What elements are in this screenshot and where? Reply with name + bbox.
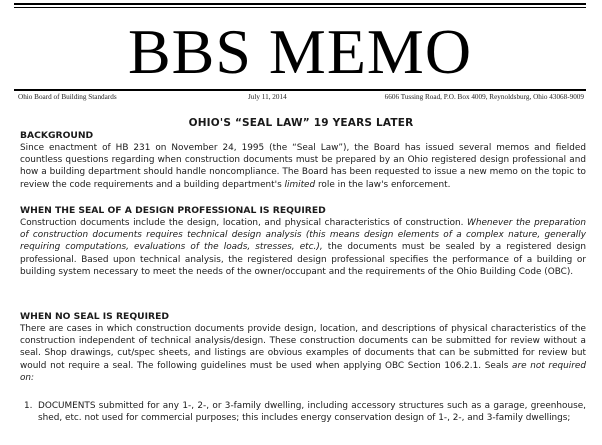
section-paragraph: [20, 217, 586, 278]
paragraph-text: the documents must be sealed by a registered design professional. Based upon technical analysis, the registered design professional specifies the performance of a building or building system necessary to meet the needs of the owner/occupant and the requirements of the Ohio Building Code (OBC).: [20, 242, 586, 277]
section-no-seal-required: [20, 311, 586, 384]
section-heading: WHEN THE SEAL OF A DESIGN PROFESSIONAL IS REQUIRED: [20, 205, 326, 216]
organization-address: 6606 Tussing Road, P.O. Box 4009, Reynoldsburg, Ohio 43068-9009: [384, 93, 584, 101]
header-top-rule: [14, 3, 586, 5]
memo-header: [14, 3, 586, 91]
section-paragraph: [20, 142, 586, 191]
paragraph-emphasis: Whenever the preparation of construction documents requires technical design analysis (this means design elements of a complex nature, generally requiring computations, evaluations of the loads, stresses, etc.),: [20, 218, 586, 253]
organization-name: Ohio Board of Building Standards: [18, 93, 117, 101]
header-second-rule: [14, 7, 586, 8]
header-meta-line: [18, 93, 584, 105]
section-background: [20, 130, 586, 191]
paragraph-text: Construction documents include the design, location, and physical characteristics of construction.: [20, 218, 468, 228]
memo-date: July 11, 2014: [248, 93, 287, 101]
section-heading: WHEN NO SEAL IS REQUIRED: [20, 311, 169, 322]
paragraph-emphasis: limited: [284, 179, 316, 190]
section-paragraph: [20, 323, 586, 384]
paragraph-emphasis: are not required on:: [20, 360, 586, 383]
masthead-title: BBS MEMO: [127, 16, 473, 87]
list-item-text: DOCUMENTS submitted for any 1-, 2-, or 3-family dwelling, including accessory structures such as a garage, greenhouse, shed, etc. not used for commercial purposes; this includes energy conservation design of 1-, 2-, and 3-family dwellings;: [38, 401, 586, 424]
section-heading: BACKGROUND: [20, 130, 94, 141]
section-seal-required: [20, 205, 586, 278]
document-title: OHIO'S “SEAL LAW” 19 YEARS LATER: [188, 117, 414, 129]
paragraph-text: role in the law's enforcement.: [315, 179, 451, 190]
list-item-number: 1.: [24, 401, 33, 411]
list-item: [20, 400, 586, 424]
paragraph-text: Since enactment of HB 231 on November 24, 1995 (the “Seal Law”), the Board has issued several memos and fielded countless questions regarding when construction documents must be prepared by an Ohio registered design professional and how a building department should handle noncompliance. The Board has been requested to issue a new memo on the topic to review the code requirements and a building department's: [20, 143, 586, 190]
paragraph-text: There are cases in which construction documents provide design, location, and descriptions of physical characteristics of the construction independent of technical analysis/design. These construction documents can be submitted for review without a seal. Shop drawings, cut/spec sheets, and listings are obvious examples of documents that can be submitted for review but would not require a seal. The following guidelines must be used when applying OBC Section 106.2.1. Seals: [20, 324, 586, 371]
exemption-list: [20, 400, 586, 424]
